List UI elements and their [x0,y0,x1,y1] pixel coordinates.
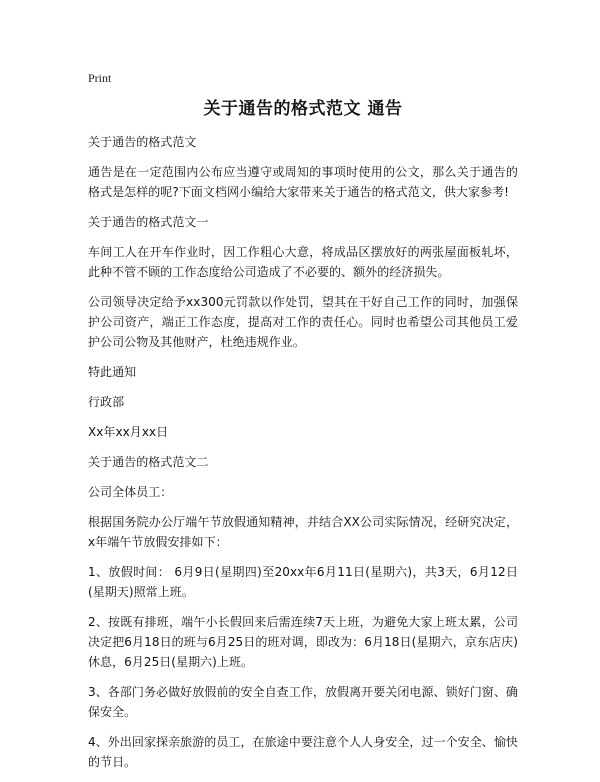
document-page [88,70,518,782]
list-item: 1、放假时间： 6月9日(星期四)至20xx年6月11日(星期六)，共3天，6月12日(星期天)照常上班。 [88,565,518,599]
body-paragraph: 公司领导决定给予xx300元罚款以作处罚，望其在干好自己工作的同时，加强保护公司资产，端正工作态度，提高对工作的责任心。同时也希望公司其他员工爱护公司公物及其他财产，杜绝违规作业。 [88,295,518,349]
document-title: 关于通告的格式范文 通告 [203,99,403,119]
list-item: 3、各部门务必做好放假前的安全自查工作，放假离开要关闭电源、锁好门窗、确保安全。 [88,685,518,719]
list-item: 4、外出回家探亲旅游的员工，在旅途中要注意个人人身安全，过一个安全、愉快的节日。 [88,735,518,769]
body-paragraph: 车间工人在开车作业时，因工作粗心大意，将成品区摆放好的两张屋面板轧坏，此种不管不顾的工作态度给公司造成了不必要的、额外的经济损失。 [88,245,518,279]
body-paragraph: 根据国务院办公厅端午节放假通知精神，并结合XX公司实际情况，经研究决定，x年端午节放假安排如下： [88,515,518,549]
date-line: Xx年xx月xx日 [88,425,169,439]
list-item: 2、按既有排班，端午小长假回来后需连续7天上班，为避免大家上班太累，公司决定把6月18日的班与6月25日的班对调，即改为：6月18日(星期六，京东店庆)休息，6月25日(星期六)上班。 [88,615,518,669]
print-label: Print [88,71,112,85]
section-heading: 关于通告的格式范文 [88,135,197,149]
department-signature: 行政部 [88,395,125,409]
salutation: 公司全体员工： [88,485,173,499]
intro-paragraph: 通告是在一定范围内公布应当遵守或周知的事项时使用的公文，那么关于通告的格式是怎样的呢?下面文档网小编给大家带来关于通告的格式范文，供大家参考! [88,165,518,199]
closing-line: 特此通知 [88,365,137,379]
section-heading: 关于通告的格式范文一 [88,215,209,229]
section-heading: 关于通告的格式范文二 [88,455,209,469]
